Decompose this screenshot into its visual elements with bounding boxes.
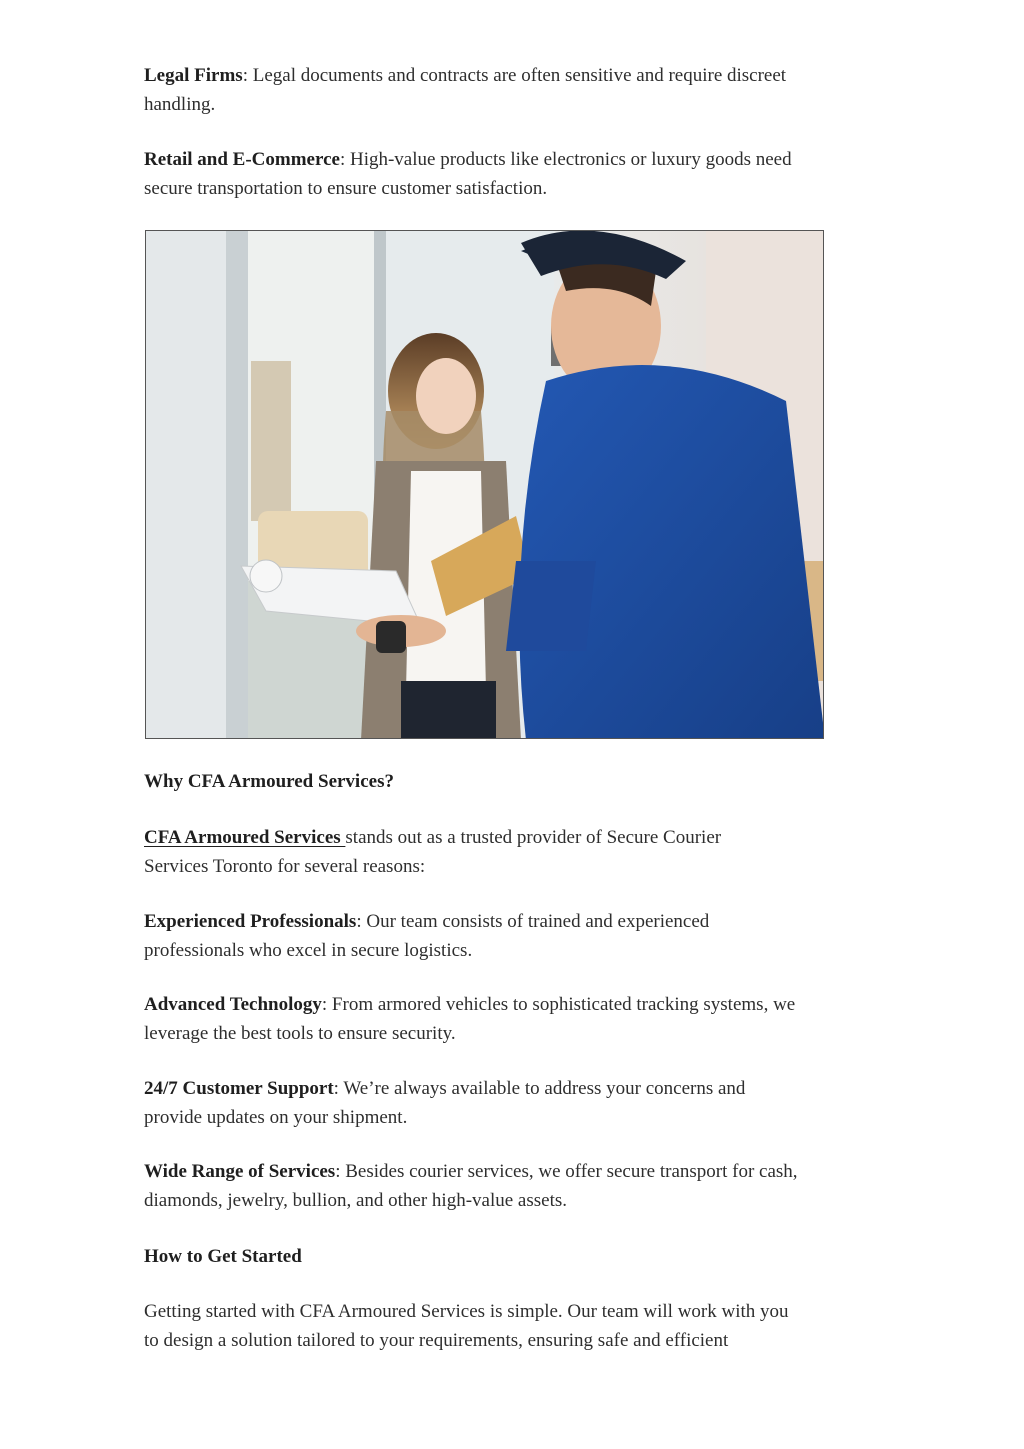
text-technology: : From armored vehicles to sophisticated tracking systems, we leverage the best tools to ensure security.: [144, 994, 796, 1044]
text-intro: stands out as a trusted provider of Secure Courier Services Toronto for several reasons:: [144, 827, 722, 877]
text-range: : Besides courier services, we offer secure transport for cash, diamonds, jewelry, bullion, and other high-value assets.: [144, 1161, 798, 1211]
text-retail: : High-value products like electronics or luxury goods need secure transportation to ensure customer satisfaction.: [144, 149, 792, 199]
paragraph-technology: [144, 990, 819, 1048]
paragraph-retail: [144, 145, 834, 203]
heading-get-started: How to Get Started: [144, 1246, 302, 1267]
paragraph-intro: [144, 823, 784, 881]
paragraph-support: [144, 1074, 784, 1132]
paragraph-legal-firms: [144, 61, 834, 119]
term-retail: Retail and E-Commerce: [144, 149, 340, 170]
text-experienced: : Our team consists of trained and experienced professionals who excel in secure logistics.: [144, 911, 710, 961]
paragraph-experienced: [144, 907, 784, 965]
term-range: Wide Range of Services: [144, 1161, 336, 1182]
term-legal-firms: Legal Firms: [144, 65, 243, 86]
heading-why-cfa: Why CFA Armoured Services?: [144, 771, 394, 792]
paragraph-range: [144, 1157, 799, 1215]
courier-delivery-photo: [145, 230, 824, 739]
term-experienced: Experienced Professionals: [144, 911, 357, 932]
text-get-started: Getting started with CFA Armoured Services is simple. Our team will work with you to design a solution tailored to your requirements, ensuring safe and efficient: [144, 1301, 789, 1351]
link-cfa-armoured-services[interactable]: CFA Armoured Services: [144, 827, 346, 848]
paragraph-get-started: [144, 1297, 804, 1355]
text-support: : We’re always available to address your concerns and provide updates on your shipment.: [144, 1078, 746, 1128]
text-legal-firms: : Legal documents and contracts are often sensitive and require discreet handling.: [144, 65, 787, 115]
term-support: 24/7 Customer Support: [144, 1078, 334, 1099]
term-technology: Advanced Technology: [144, 994, 322, 1015]
